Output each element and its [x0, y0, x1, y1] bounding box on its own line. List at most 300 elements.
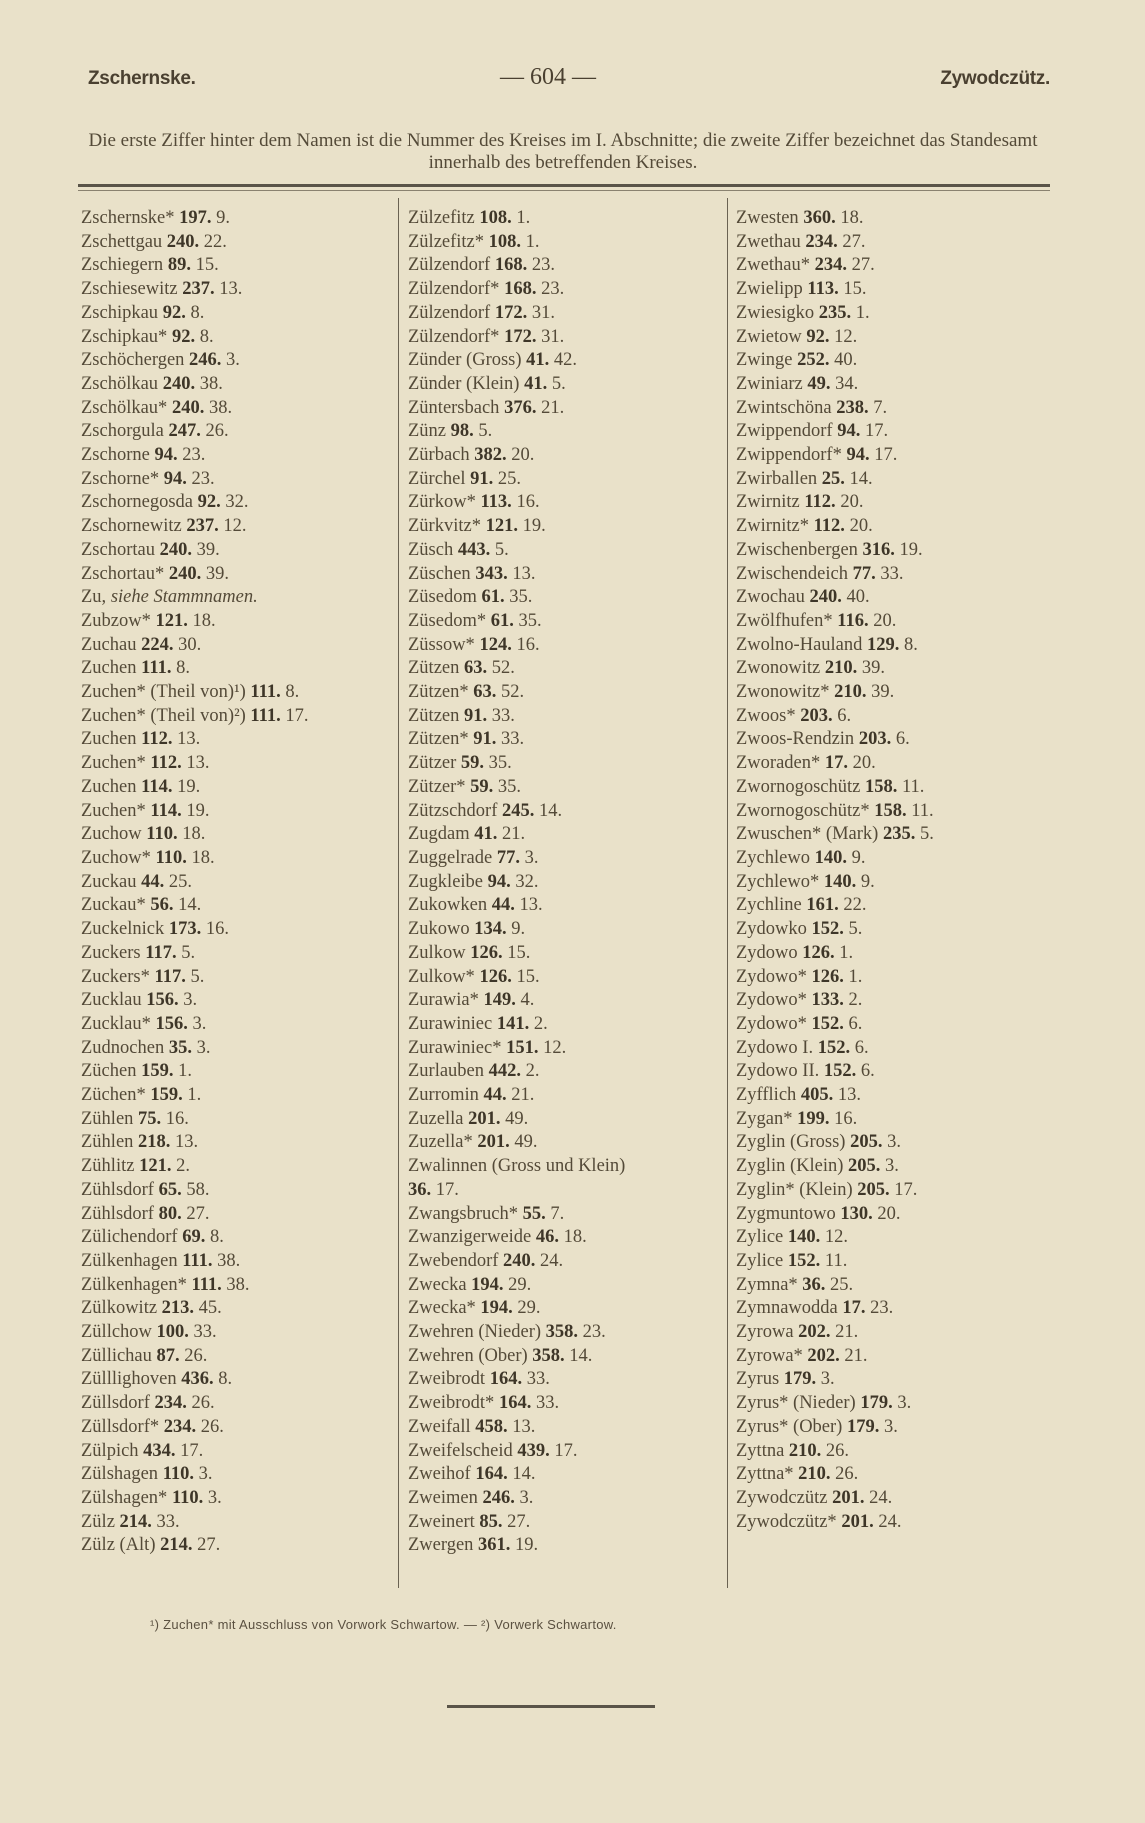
place-name: Zschipkau: [81, 302, 159, 323]
index-entry: [736, 231, 1056, 255]
index-entry: [736, 918, 1056, 942]
standesamt-number: 19.: [186, 800, 210, 821]
index-entry: [736, 776, 1056, 800]
kreis-number: 210.: [824, 658, 858, 679]
index-entry: [408, 207, 728, 231]
kreis-number: 158.: [874, 800, 907, 821]
kreis-number: 121.: [485, 516, 518, 537]
kreis-number: 61.: [481, 587, 505, 608]
standesamt-number: 17.: [894, 1179, 918, 1200]
index-entry: [408, 302, 728, 326]
index-entry: [408, 468, 728, 492]
index-entry: [408, 278, 728, 302]
kreis-number: 92.: [171, 326, 196, 347]
place-name: Züschen: [408, 563, 471, 584]
kreis-number: 113.: [480, 492, 512, 513]
kreis-number: 108.: [488, 231, 522, 252]
standesamt-number: 52.: [491, 658, 515, 679]
standesamt-number: 34.: [835, 373, 859, 394]
standesamt-number: 8.: [904, 634, 918, 655]
index-entry: [736, 1511, 1056, 1535]
place-name: Zuchen*: [81, 753, 146, 774]
index-entry: [736, 1274, 1056, 1298]
place-name: Zwochau: [736, 587, 805, 608]
index-entry: [408, 1131, 728, 1155]
kreis-number: 114.: [150, 800, 182, 821]
index-entry: [81, 1274, 401, 1298]
index-entry: [81, 326, 401, 350]
index-entry: [408, 942, 728, 966]
standesamt-number: 18.: [182, 824, 206, 845]
index-entry: [81, 1321, 401, 1345]
index-entry: [81, 776, 401, 800]
place-name: Zühlen: [81, 1132, 134, 1153]
standesamt-number: 16.: [165, 1108, 189, 1129]
place-name: Zukowken: [408, 895, 488, 916]
standesamt-number: 35.: [509, 587, 533, 608]
kreis-number: 77.: [496, 847, 520, 868]
index-entry: [81, 231, 401, 255]
index-entry: [736, 1084, 1056, 1108]
place-name: Zwischendeich: [736, 563, 848, 584]
kreis-number: 194.: [471, 1274, 504, 1295]
standesamt-number: 33.: [535, 1393, 560, 1414]
index-entry: [81, 752, 401, 776]
standesamt-number: 13.: [175, 1132, 199, 1153]
standesamt-number: 33.: [526, 1369, 550, 1390]
standesamt-number: 14.: [539, 800, 563, 821]
standesamt-number: 3.: [198, 1464, 213, 1485]
kreis-number: 179.: [846, 1416, 880, 1437]
place-name: Zülzefitz: [408, 208, 475, 228]
standesamt-number: 3.: [885, 1156, 899, 1177]
index-entry: [408, 847, 728, 871]
index-entry: [408, 1060, 728, 1084]
place-name: Zützer*: [408, 776, 466, 797]
index-entry: [408, 1321, 728, 1345]
kreis-number: 140.: [823, 871, 857, 892]
standesamt-number: 12.: [223, 516, 247, 537]
place-name: Zychlewo*: [736, 871, 820, 892]
kreis-number: 156.: [146, 990, 179, 1011]
place-name: Zywodczütz*: [736, 1511, 837, 1532]
index-entry: [408, 1203, 728, 1227]
kreis-number: 405.: [800, 1085, 834, 1106]
place-name: Zschorne: [81, 445, 150, 466]
kreis-number: 218.: [138, 1132, 171, 1153]
place-name: Zuzella*: [408, 1132, 473, 1153]
place-name: Zschipkau*: [81, 326, 168, 347]
standesamt-number: 32.: [225, 492, 249, 513]
standesamt-number: 5.: [494, 539, 509, 560]
index-entry: [408, 1108, 728, 1132]
place-name: Zwornogoschütz*: [736, 800, 870, 821]
standesamt-number: 23.: [870, 1298, 894, 1319]
place-name: Zützen: [408, 658, 460, 679]
place-name: Zülzendorf: [408, 255, 491, 276]
kreis-number: 161.: [806, 895, 839, 916]
index-entry: [736, 444, 1056, 468]
place-name: Zülzendorf: [408, 302, 491, 323]
kreis-number: 234.: [814, 255, 847, 276]
kreis-number: 112.: [141, 729, 173, 750]
standesamt-number: 52.: [501, 682, 525, 703]
kreis-number: 164.: [475, 1464, 508, 1485]
standesamt-number: 14.: [178, 895, 202, 916]
standesamt-number: 8.: [209, 1227, 224, 1248]
place-name: Zützschdorf: [408, 800, 498, 821]
index-entry: [408, 444, 728, 468]
standesamt-number: 8.: [218, 1369, 233, 1390]
kreis-number: 240.: [809, 587, 842, 608]
kreis-number: 41.: [474, 824, 498, 845]
place-name: Zweihof: [408, 1464, 471, 1485]
place-name: Zweibrodt: [408, 1369, 486, 1390]
kreis-number: 247.: [168, 421, 201, 442]
index-entry: [81, 539, 401, 563]
place-name: Zwirballen: [736, 468, 818, 489]
standesamt-number: 25.: [497, 468, 522, 489]
place-name: Zühlsdorf: [81, 1203, 154, 1224]
place-name: Zwoos-Rendzin: [736, 729, 855, 750]
place-name: Zymnawodda: [736, 1298, 838, 1319]
index-entry: [736, 1131, 1056, 1155]
kreis-number: 117.: [154, 966, 186, 987]
place-name: Zyrus* (Ober): [736, 1416, 843, 1437]
place-name: Zwirnitz: [736, 492, 800, 513]
index-entry: [736, 823, 1056, 847]
kreis-number: 94.: [154, 445, 178, 466]
index-entry: [408, 871, 728, 895]
index-entry-continuation: [408, 1179, 728, 1203]
kreis-number: 158.: [864, 776, 898, 797]
kreis-number: 152.: [811, 919, 844, 940]
place-name: Zülzendorf*: [408, 326, 500, 347]
index-entry: [736, 1297, 1056, 1321]
place-name: Zuchen: [81, 776, 137, 797]
standesamt-number: 14.: [849, 468, 873, 489]
index-entry: [736, 1368, 1056, 1392]
standesamt-number: 38.: [208, 397, 233, 418]
place-name: Zwietow: [736, 326, 802, 347]
index-entry: [81, 1203, 401, 1227]
header-rule-thick: [78, 184, 1050, 187]
index-entry: [408, 1440, 728, 1464]
place-name: Züllichau: [81, 1345, 152, 1366]
place-name: Zünder (Gross): [408, 350, 522, 371]
index-entry: [736, 420, 1056, 444]
kreis-number: 240.: [166, 231, 200, 252]
index-entry: [81, 681, 401, 705]
index-entry: [81, 1013, 401, 1037]
standesamt-number: 29.: [517, 1298, 541, 1319]
standesamt-number: 49.: [505, 1108, 529, 1129]
standesamt-number: 26.: [205, 421, 229, 442]
kreis-number: 151.: [506, 1037, 539, 1058]
kreis-number: 75.: [138, 1108, 162, 1129]
place-name: Zschettgau: [81, 231, 163, 252]
standesamt-number: 39.: [861, 658, 886, 679]
index-entry: [408, 681, 728, 705]
index-entry: [408, 420, 728, 444]
kreis-number: 173.: [168, 919, 202, 940]
column-divider-2: [727, 198, 728, 1588]
index-entry: [408, 728, 728, 752]
standesamt-number: 24.: [869, 1487, 893, 1508]
kreis-number: 152.: [787, 1250, 821, 1271]
index-entry: [408, 634, 728, 658]
place-name: Zwecka: [408, 1274, 467, 1295]
place-name: Zschiegern: [81, 255, 164, 276]
index-entry: [736, 1487, 1056, 1511]
kreis-number: 134.: [474, 919, 507, 940]
place-name: Zülkenhagen: [81, 1250, 178, 1271]
standesamt-number: 6.: [837, 705, 852, 726]
index-entry: [81, 1297, 401, 1321]
kreis-number: 59.: [470, 776, 494, 797]
index-entry: [736, 752, 1056, 776]
standesamt-number: 17.: [435, 1179, 459, 1200]
place-name: Zülkenhagen*: [81, 1274, 187, 1295]
standesamt-number: 31.: [541, 326, 565, 347]
place-name: Zyttna*: [736, 1464, 794, 1485]
index-entry: [408, 1037, 728, 1061]
index-entry: [408, 586, 728, 610]
place-name: Zuckers: [81, 942, 141, 963]
index-entry: [408, 657, 728, 681]
standesamt-number: 1.: [178, 1061, 192, 1082]
place-name: Zuckers*: [81, 966, 150, 987]
standesamt-number: 21.: [511, 1085, 535, 1106]
place-name: Zyrowa*: [736, 1345, 803, 1366]
standesamt-number: 24.: [878, 1511, 902, 1532]
place-name: Zwergen: [408, 1535, 474, 1556]
standesamt-number: 3.: [897, 1393, 912, 1414]
kreis-number: 113.: [807, 279, 839, 300]
index-entry: [408, 800, 728, 824]
kreis-number: 458.: [475, 1416, 508, 1437]
standesamt-number: 3.: [183, 990, 198, 1011]
place-name: Zydowo: [736, 942, 798, 963]
place-name: Zwehren (Nieder): [408, 1322, 542, 1343]
place-name: Zuckau: [81, 871, 137, 892]
kreis-number: 179.: [783, 1369, 817, 1390]
index-entry: [81, 1179, 401, 1203]
index-entry: [81, 1416, 401, 1440]
standesamt-number: 17.: [864, 421, 889, 442]
index-column-1: [81, 207, 401, 1558]
place-name: Zwirnitz*: [736, 516, 809, 537]
place-name: Zschernske*: [81, 208, 175, 228]
standesamt-number: 33.: [491, 705, 515, 726]
index-entry: [736, 610, 1056, 634]
index-entry: [408, 752, 728, 776]
index-entry: [81, 349, 401, 373]
kreis-number: 168.: [494, 255, 528, 276]
place-name: Zschornegosda: [81, 492, 193, 513]
kreis-number: 112.: [813, 516, 845, 537]
index-entry: [408, 1511, 728, 1535]
index-entry: [81, 586, 401, 610]
standesamt-number: 26.: [184, 1345, 208, 1366]
kreis-number: 376.: [504, 397, 537, 418]
kreis-number: 234.: [154, 1393, 187, 1414]
standesamt-number: 58.: [186, 1179, 210, 1200]
index-entry: [736, 942, 1056, 966]
place-name: Zuckelnick: [81, 919, 165, 940]
place-name: Zschöchergen: [81, 350, 185, 371]
standesamt-number: 13.: [219, 279, 243, 300]
place-name: Zurawia*: [408, 990, 479, 1011]
index-entry: [408, 1226, 728, 1250]
index-entry: [81, 705, 401, 729]
index-entry: [81, 515, 401, 539]
standesamt-number: 3.: [887, 1132, 901, 1153]
place-name: Zwonowitz: [736, 658, 821, 679]
standesamt-number: 16.: [834, 1108, 858, 1129]
place-name: Zyrus* (Nieder): [736, 1393, 856, 1414]
standesamt-number: 39.: [871, 682, 895, 703]
kreis-number: 63.: [464, 658, 488, 679]
kreis-number: 87.: [156, 1345, 180, 1366]
place-name: Zwalinnen (Gross und Klein): [408, 1156, 626, 1177]
kreis-number: 343.: [475, 563, 508, 584]
kreis-number: 237.: [186, 516, 219, 537]
kreis-number: 46.: [535, 1227, 560, 1248]
kreis-number: 152.: [811, 1013, 844, 1034]
kreis-number: 205.: [857, 1179, 890, 1200]
standesamt-number: 38.: [199, 373, 223, 394]
place-name: Züssow*: [408, 634, 475, 655]
kreis-number: 201.: [477, 1132, 510, 1153]
kreis-number: 126.: [802, 942, 835, 963]
standesamt-number: 7.: [550, 1203, 565, 1224]
place-name: Zülshagen: [81, 1464, 159, 1485]
index-entry: [736, 1250, 1056, 1274]
place-name: Zuchau: [81, 634, 137, 655]
standesamt-number: 16.: [205, 919, 229, 940]
index-entry: [81, 1511, 401, 1535]
kreis-number: 111.: [141, 658, 172, 679]
index-entry: [81, 1463, 401, 1487]
standesamt-number: 5.: [551, 373, 566, 394]
index-entry: [736, 586, 1056, 610]
standesamt-number: 27.: [851, 255, 875, 276]
index-entry: [736, 681, 1056, 705]
kreis-number: 77.: [852, 563, 876, 584]
index-entry: [81, 1131, 401, 1155]
standesamt-number: 15.: [507, 942, 531, 963]
standesamt-number: 16.: [516, 634, 540, 655]
index-entry: [408, 1534, 728, 1558]
place-name: Zschortau*: [81, 563, 165, 584]
standesamt-number: 19.: [177, 776, 201, 797]
kreis-number: 214.: [160, 1535, 193, 1556]
column-divider-1: [398, 198, 399, 1588]
standesamt-number: 3.: [524, 847, 539, 868]
standesamt-number: 23.: [531, 255, 555, 276]
standesamt-number: 13.: [837, 1085, 862, 1106]
standesamt-number: 49.: [514, 1132, 538, 1153]
kreis-number: 92.: [806, 326, 830, 347]
index-entry: [408, 1013, 728, 1037]
kreis-number: 111.: [250, 682, 281, 703]
kreis-number: 41.: [524, 373, 548, 394]
standesamt-number: 39.: [196, 539, 220, 560]
standesamt-number: 18.: [563, 1227, 587, 1248]
standesamt-number: 1.: [855, 302, 870, 323]
place-name: Zywodczütz: [736, 1487, 828, 1508]
index-entry: [81, 800, 401, 824]
kreis-number: 240.: [159, 539, 192, 560]
header-last-entry: Zywodczütz.: [940, 68, 1050, 89]
kreis-number: 201.: [841, 1511, 874, 1532]
standesamt-number: 3.: [883, 1416, 898, 1437]
kreis-number: 164.: [489, 1369, 523, 1390]
kreis-number: 240.: [162, 373, 196, 394]
place-name: Zuchen: [81, 729, 137, 750]
standesamt-number: 17.: [874, 445, 898, 466]
place-name: Zyrus: [736, 1369, 780, 1390]
kreis-number: 358.: [532, 1345, 565, 1366]
standesamt-number: 2.: [525, 1061, 540, 1082]
index-entry: [81, 207, 401, 231]
standesamt-number: 19.: [899, 539, 923, 560]
index-entry: [81, 966, 401, 990]
index-entry: [408, 705, 728, 729]
place-name: Zyglin (Klein): [736, 1156, 844, 1177]
place-name: Zschiesewitz: [81, 279, 178, 300]
index-entry: [81, 373, 401, 397]
index-entry: [408, 1250, 728, 1274]
place-name: Zubzow*: [81, 610, 151, 631]
place-name: Züchen: [81, 1061, 137, 1082]
index-entry: [736, 1179, 1056, 1203]
kreis-number: 361.: [478, 1535, 511, 1556]
index-entry: [736, 1013, 1056, 1037]
index-entry: [408, 776, 728, 800]
kreis-number: 35.: [168, 1037, 192, 1058]
standesamt-number: 25.: [830, 1274, 854, 1295]
place-name: Zugkleibe: [408, 871, 484, 892]
index-entry: [81, 1440, 401, 1464]
place-name: Zuzella: [408, 1108, 464, 1129]
standesamt-number: 14.: [569, 1345, 593, 1366]
kreis-number: 85.: [479, 1511, 503, 1532]
place-name: Zudnochen: [81, 1037, 165, 1058]
standesamt-number: 18.: [191, 847, 215, 868]
index-entry: [81, 918, 401, 942]
kreis-number: 41.: [526, 350, 550, 371]
place-name: Züsedom*: [408, 610, 487, 631]
standesamt-number: 16.: [516, 492, 540, 513]
index-entry: [408, 1416, 728, 1440]
kreis-number: 434.: [143, 1440, 176, 1461]
place-name: Zwölfhufen*: [736, 610, 833, 631]
index-entry: [81, 894, 401, 918]
index-entry: [408, 1155, 728, 1179]
kreis-number: 246.: [482, 1487, 515, 1508]
kreis-number: 358.: [545, 1322, 579, 1343]
standesamt-number: 9.: [216, 208, 230, 228]
standesamt-number: 5.: [190, 966, 205, 987]
standesamt-number: 40.: [834, 350, 858, 371]
index-entry: [408, 610, 728, 634]
standesamt-number: 8.: [176, 658, 190, 679]
index-entry: [408, 918, 728, 942]
place-name: Zuchen: [81, 658, 137, 679]
index-entry: [736, 1060, 1056, 1084]
